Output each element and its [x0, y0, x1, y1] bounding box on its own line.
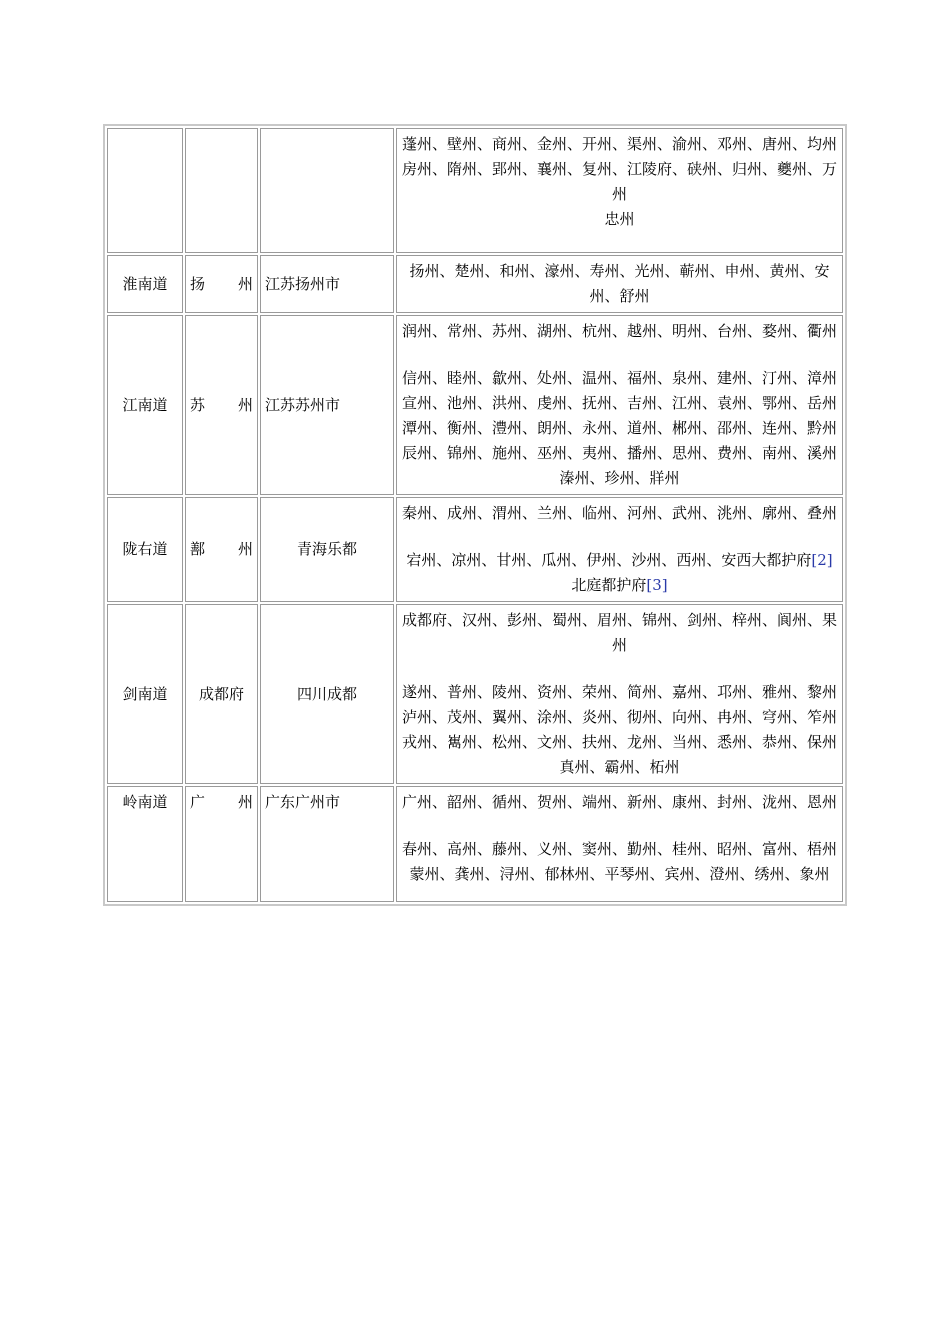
modern-location-cell: 江苏苏州市	[260, 315, 394, 495]
prefecture-line: 房州、隋州、郢州、襄州、复州、江陵府、硖州、归州、夔州、万州	[401, 160, 837, 203]
seat-cell	[185, 315, 258, 495]
table-row	[107, 128, 843, 253]
prefecture-line: 辰州、锦州、施州、巫州、夷州、播州、思州、费州、南州、溪州	[401, 444, 837, 462]
circuit-cell	[107, 128, 183, 253]
modern-location-cell: 江苏扬州市	[260, 255, 394, 313]
prefecture-line: 蒙州、龚州、浔州、郁林州、平琴州、宾州、澄州、绣州、象州	[409, 865, 830, 883]
prefecture-line: 潭州、衡州、澧州、朗州、永州、道州、郴州、邵州、连州、黔州	[401, 419, 837, 437]
modern-location-cell: 青海乐都	[260, 497, 394, 602]
prefecture-line: 蓬州、壁州、商州、金州、开州、渠州、渝州、邓州、唐州、均州	[401, 135, 837, 153]
footnote-link-3[interactable]: [3]	[646, 576, 668, 594]
prefecture-line: 戎州、嶲州、松州、文州、扶州、龙州、当州、悉州、恭州、保州	[401, 733, 837, 751]
table-row	[107, 497, 843, 602]
prefecture-text: 北庭都护府	[571, 576, 647, 594]
prefecture-list-cell	[396, 604, 843, 784]
seat-char: 苏	[190, 395, 206, 414]
prefecture-line: 广州、韶州、循州、贺州、端州、新州、康州、封州、泷州、恩州	[401, 793, 837, 811]
table-row	[107, 255, 843, 313]
seat-char: 扬	[190, 274, 206, 293]
modern-location-cell: 广东广州市	[260, 786, 394, 902]
prefecture-text: 宕州、凉州、甘州、瓜州、伊州、沙州、西州、安西大都护府	[406, 551, 812, 569]
seat-char: 州	[237, 395, 253, 414]
circuit-cell: 剑南道	[107, 604, 183, 784]
prefecture-line: 信州、睦州、歙州、处州、温州、福州、泉州、建州、汀州、漳州	[401, 369, 837, 387]
seat-cell	[185, 497, 258, 602]
circuit-cell: 江南道	[107, 315, 183, 495]
prefecture-line: 润州、常州、苏州、湖州、杭州、越州、明州、台州、婺州、衢州	[401, 322, 837, 340]
table-row	[107, 315, 843, 495]
table-row	[107, 604, 843, 784]
seat-char: 鄯	[190, 540, 206, 558]
prefecture-list-cell	[396, 786, 843, 902]
modern-location-cell	[260, 128, 394, 253]
modern-location-cell: 四川成都	[260, 604, 394, 784]
prefecture-line: 忠州	[604, 210, 635, 228]
seat-cell	[185, 786, 258, 902]
prefecture-list-cell	[396, 255, 843, 313]
prefecture-line: 秦州、成州、渭州、兰州、临州、河州、武州、洮州、廓州、叠州	[401, 504, 837, 522]
prefecture-line: 泸州、茂州、翼州、涂州、炎州、彻州、向州、冉州、穹州、笮州	[401, 708, 837, 726]
prefecture-line	[401, 548, 838, 573]
table-row	[107, 786, 843, 902]
prefecture-line: 成都府、汉州、彭州、蜀州、眉州、锦州、剑州、梓州、阆州、果州	[401, 611, 837, 654]
prefecture-list-cell	[396, 128, 843, 253]
prefecture-list-cell	[396, 315, 843, 495]
prefecture-line: 春州、高州、藤州、义州、窦州、勤州、桂州、昭州、富州、梧州	[401, 840, 837, 858]
prefecture-line: 溱州、珍州、牂州	[559, 469, 680, 487]
prefecture-line	[401, 573, 838, 598]
prefecture-line: 遂州、普州、陵州、资州、荣州、简州、嘉州、邛州、雅州、黎州	[401, 683, 837, 701]
seat-cell	[185, 128, 258, 253]
circuit-cell: 淮南道	[107, 255, 183, 313]
prefecture-list-cell	[396, 497, 843, 602]
prefecture-line: 扬州、楚州、和州、濠州、寿州、光州、蕲州、申州、黄州、安州、舒州	[409, 262, 830, 305]
seat-char: 州	[237, 540, 253, 558]
circuit-cell: 陇右道	[107, 497, 183, 602]
footnote-link-2[interactable]: [2]	[811, 551, 833, 569]
seat-cell: 成都府	[185, 604, 258, 784]
seat-char: 州	[237, 793, 253, 811]
prefecture-table	[103, 124, 847, 906]
seat-cell	[185, 255, 258, 313]
seat-char: 广	[190, 793, 206, 811]
prefecture-line: 真州、霸州、柘州	[559, 758, 680, 776]
circuit-cell: 岭南道	[107, 786, 183, 902]
prefecture-line: 宣州、池州、洪州、虔州、抚州、吉州、江州、袁州、鄂州、岳州	[401, 394, 837, 412]
seat-char: 州	[237, 274, 253, 293]
